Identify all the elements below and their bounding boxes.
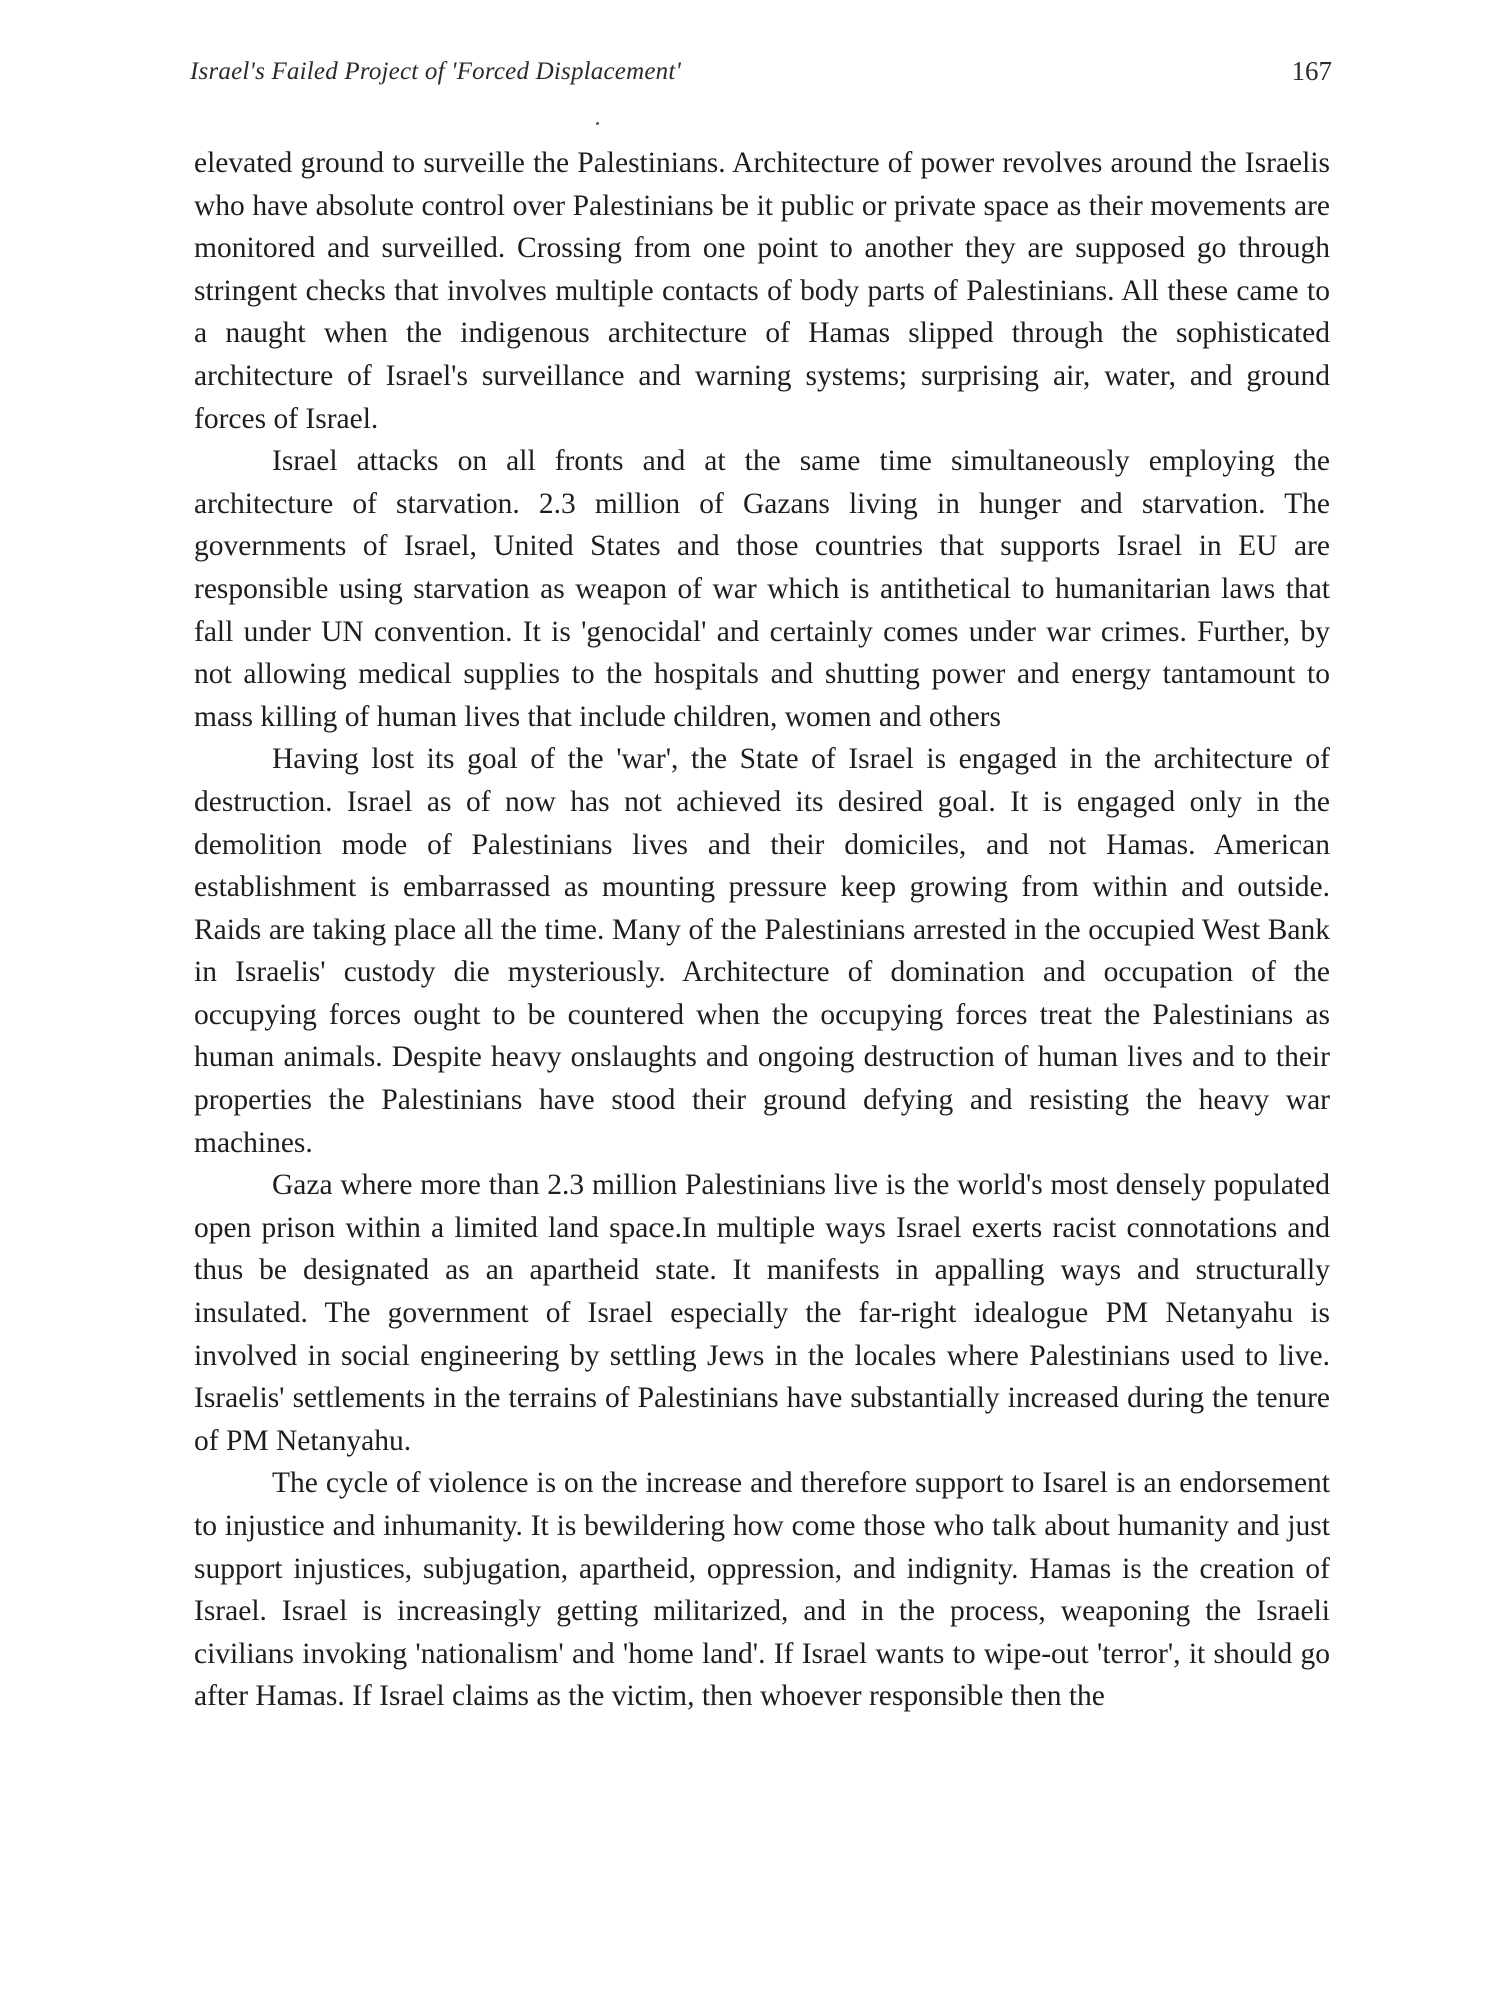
running-head-title: Israel's Failed Project of 'Forced Displacement' bbox=[190, 58, 682, 85]
paragraph: The cycle of violence is on the increase and therefore support to Isarel is an endorsement to injustice and inhumanity. It is bewildering how come those who talk about humanity and just support injustices, subjugation, apartheid, oppression, and indignity. Hamas is the creation of Israel. Israel is increasingly getting militarized, and in the process, weaponing the Israeli civilians invoking 'nationalism' and 'home land'. If Israel wants to wipe-out 'terror', it should go after Hamas. If Israel claims as the victim, then whoever responsible then the bbox=[194, 1467, 1330, 1713]
body-text bbox=[194, 142, 1330, 1718]
stray-ink-mark bbox=[596, 122, 599, 125]
paragraph: Israel attacks on all fronts and at the same time simultaneously employing the architecture of starvation. 2.3 million of Gazans living in hunger and starvation. The governments of Israel, United States and those countries that supports Israel in EU are responsible using starvation as weapon of war which is antithetical to humanitarian laws that fall under UN convention. It is 'genocidal' and certainly comes under war crimes. Further, by not allowing medical supplies to the hospitals and shutting power and energy tantamount to mass killing of human lives that include children, women and others bbox=[194, 445, 1330, 733]
paragraph: Having lost its goal of the 'war', the State of Israel is engaged in the architecture of destruction. Israel as of now has not achieved its desired goal. It is engaged only in the demolition mode of Palestinians lives and their domiciles, and not Hamas. American establishment is embarrassed as mounting pressure keep growing from within and outside. Raids are taking place all the time. Many of the Palestinians arrested in the occupied West Bank in Israelis' custody die mysteriously. Architecture of domination and occupation of the occupying forces ought to be countered when the occupying forces treat the Palestinians as human animals. Despite heavy onslaughts and ongoing destruction of human lives and to their properties the Palestinians have stood their ground defying and resisting the heavy war machines. bbox=[194, 743, 1330, 1159]
paragraph-continued: elevated ground to surveille the Palestinians. Architecture of power revolves around the Israelis who have absolute control over Palestinians be it public or private space as their movements are monitored and surveilled. Crossing from one point to another they are supposed go through stringent checks that involves multiple contacts of body parts of Palestinians. All these came to a naught when the indigenous architecture of Hamas slipped through the sophisticated architecture of Israel's surveillance and warning systems; surprising air, water, and ground forces of Israel. bbox=[194, 147, 1330, 435]
page-number: 167 bbox=[1291, 56, 1332, 86]
paragraph: Gaza where more than 2.3 million Palestinians live is the world's most densely populated open prison within a limited land space.In multiple ways Israel exerts racist connotations and thus be designated as an apartheid state. It manifests in appalling ways and structurally insulated. The government of Israel especially the far-right idealogue PM Netanyahu is involved in social engineering by settling Jews in the locales where Palestinians used to live. Israelis' settlements in the terrains of Palestinians have substantially increased during the tenure of PM Netanyahu. bbox=[194, 1169, 1330, 1457]
